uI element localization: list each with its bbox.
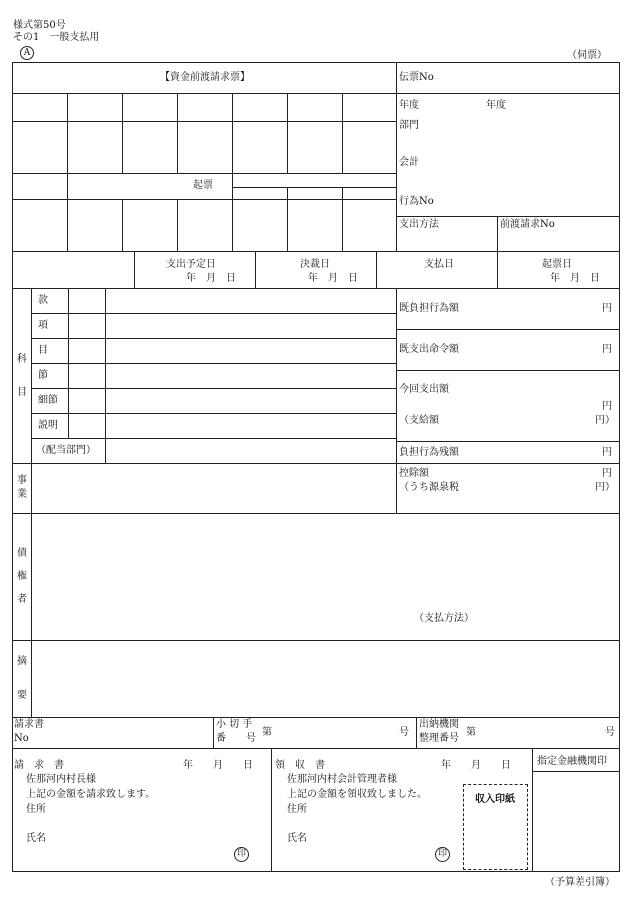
haito-label: （配当部門） <box>36 445 96 456</box>
form-number: 様式第50号 <box>13 20 66 31</box>
kojo-label: 控除額 <box>399 468 429 479</box>
saikensha-label-1: 債 <box>17 548 27 559</box>
kihyo-bi-ymd: 年 月 日 <box>550 273 600 284</box>
koi-no-label: 行為No <box>399 196 434 207</box>
futan-zan-label: 負担行為残額 <box>399 447 459 458</box>
seikyu-seal: 印 <box>234 847 249 862</box>
seikyu-text: 上記の金額を請求致します。 <box>26 789 156 800</box>
bumon-label: 部門 <box>399 120 419 131</box>
kogitte-label-1: 小 切 手 <box>216 719 253 730</box>
jigyo-label-1: 事 <box>17 475 27 486</box>
futan-zan-yen: 円 <box>602 447 612 458</box>
kinyu-label: 指定金融機関印 <box>537 756 607 767</box>
ryoshu-title: 領 収 書 <box>275 760 325 771</box>
konkai-yen: 円 <box>602 401 612 412</box>
revenue-stamp-label: 収入印紙 <box>475 794 515 805</box>
seikyu-date: 年 月 日 <box>183 760 253 771</box>
shikyu-label: （支給額 <box>399 415 439 426</box>
kan-label: 款 <box>38 295 48 306</box>
moku-label: 目 <box>38 345 48 356</box>
saisetsu-label: 細節 <box>38 395 58 406</box>
seikyu-jusho: 住所 <box>26 804 46 815</box>
maewatashi-no-label: 前渡請求No <box>500 219 555 230</box>
shikyu-yen: 円） <box>595 415 615 426</box>
suitou-dai: 第 <box>466 727 476 738</box>
ryoshu-text: 上記の金額を領収致しました。 <box>287 789 427 800</box>
gensen-yen: 円） <box>595 482 615 493</box>
shiharai-hoho-label: 支出方法 <box>399 219 439 230</box>
tekiyo-label-2: 要 <box>17 690 27 701</box>
ryoshu-to: 佐那河内村会計管理者様 <box>287 774 397 785</box>
kamoku-label-2: 目 <box>17 387 27 398</box>
suitou-go: 号 <box>605 727 615 738</box>
kessai-ymd: 年 月 日 <box>308 273 358 284</box>
kihyo-bi-label: 起票日 <box>542 259 572 270</box>
nendo-label-1: 年度 <box>399 100 419 111</box>
seikyu-no-label-1: 請求書 <box>14 719 44 730</box>
jigyo-label-2: 業 <box>17 489 27 500</box>
ko-label: 項 <box>38 320 48 331</box>
kifutan-yen: 円 <box>602 303 612 314</box>
ryoshu-shimei: 氏名 <box>287 833 307 844</box>
kishishutsu-label: 既支出命令額 <box>399 344 459 355</box>
seikyu-no-label-2: No <box>14 733 29 744</box>
setsumei-label: 説明 <box>38 420 58 431</box>
kogitte-go: 号 <box>399 727 409 738</box>
tekiyo-label-1: 摘 <box>17 656 27 667</box>
form-subtitle: その1 一般支払用 <box>13 32 100 43</box>
shiharai-method-label: （支払方法） <box>414 613 474 624</box>
seikyu-shimei: 氏名 <box>26 833 46 844</box>
kogitte-label-2: 番 号 <box>216 733 256 744</box>
kessai-label: 決裁日 <box>300 259 330 270</box>
kaikei-label: 会計 <box>399 157 419 168</box>
kihyo-label: 起票 <box>193 180 213 191</box>
ryoshu-date: 年 月 日 <box>441 760 511 771</box>
kifutan-label: 既負担行為額 <box>399 303 459 314</box>
copy-label: （伺票） <box>567 50 607 61</box>
suitou-label-2: 整理番号 <box>419 733 459 744</box>
suitou-label-1: 出納機関 <box>419 719 459 730</box>
saikensha-label-2: 権 <box>17 571 27 582</box>
ryoshu-jusho: 住所 <box>287 804 307 815</box>
form-title: 【資金前渡請求票】 <box>160 72 250 83</box>
setsu-label: 節 <box>38 370 48 381</box>
kogitte-dai: 第 <box>262 727 272 738</box>
konkai-label: 今回支出額 <box>399 384 449 395</box>
ryoshu-seal: 印 <box>435 847 450 862</box>
nendo-label-2: 年度 <box>486 100 506 111</box>
shiharai-label: 支払日 <box>424 259 454 270</box>
footer-label: （予算差引簿） <box>545 877 615 888</box>
seikyu-title: 請 求 書 <box>14 760 64 771</box>
gensen-label: （うち源泉税 <box>399 482 459 493</box>
yotei-label: 支出予定日 <box>166 259 216 270</box>
seikyu-to: 佐那河内村長様 <box>26 774 96 785</box>
kamoku-label-1: 科 <box>17 354 27 365</box>
kojo-yen: 円 <box>602 468 612 479</box>
yotei-ymd: 年 月 日 <box>186 273 236 284</box>
form-mark: A <box>20 46 34 60</box>
denpyo-no-label: 伝票No <box>399 72 434 83</box>
kishishutsu-yen: 円 <box>602 344 612 355</box>
saikensha-label-3: 者 <box>17 594 27 605</box>
